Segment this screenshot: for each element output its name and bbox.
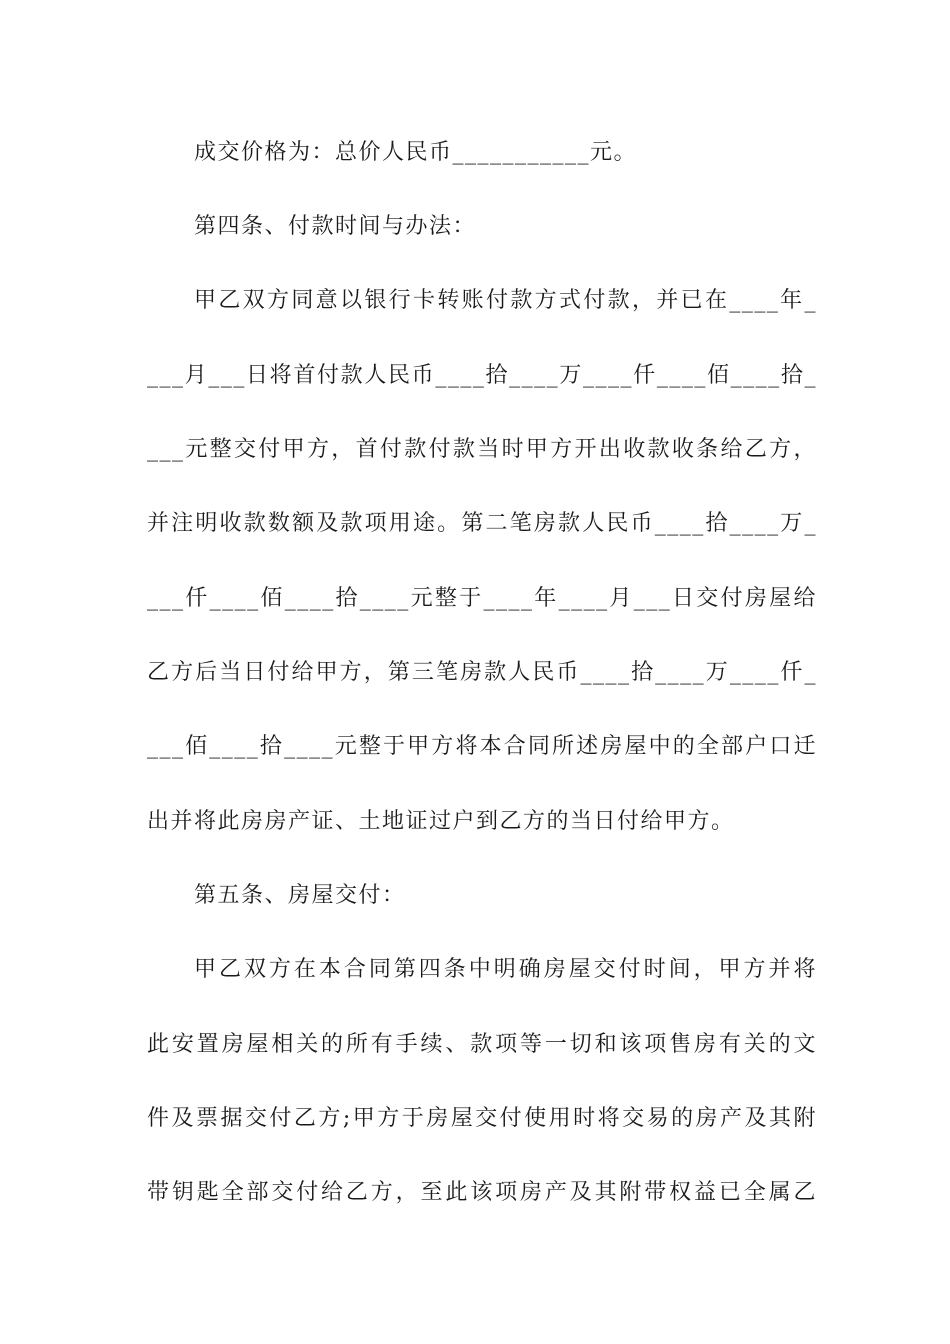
delivery-paragraph-line-3: 件及票据交付乙方;甲方于房屋交付使用时将交易的房产及其附 (147, 1106, 817, 1131)
delivery-paragraph-line-2: 此安置房屋相关的所有手续、款项等一切和该项售房有关的文 (147, 1032, 817, 1057)
delivery-paragraph-line-4: 带钥匙全部交付给乙方，至此该项房产及其附带权益已全属乙 (147, 1180, 817, 1205)
delivery-paragraph-line-1: 甲乙双方在本合同第四条中明确房屋交付时间，甲方并将 (194, 957, 817, 982)
payment-paragraph-line-5: ___仟____佰____拾____元整于____年____月___日交付房屋给 (147, 586, 817, 611)
payment-paragraph-line-6: 乙方后当日付给甲方，第三笔房款人民币____拾____万____仟_ (147, 660, 817, 685)
payment-paragraph-line-2: ___月___日将首付款人民币____拾____万____仟____佰____拾_ (147, 363, 817, 388)
payment-paragraph-line-4: 并注明收款数额及款项用途。第二笔房款人民币____拾____万_ (147, 511, 817, 536)
price-line: 成交价格为：总价人民币___________元。 (194, 140, 638, 165)
payment-paragraph-line-8: 出并将此房房产证、土地证过户到乙方的当日付给甲方。 (147, 809, 735, 834)
article-4-heading: 第四条、付款时间与办法： (194, 214, 477, 239)
payment-paragraph-line-3: ___元整交付甲方，首付款付款当时甲方开出收款收条给乙方， (147, 437, 817, 462)
article-5-heading: 第五条、房屋交付： (194, 883, 406, 908)
payment-paragraph-line-1: 甲乙双方同意以银行卡转账付款方式付款，并已在____年_ (194, 288, 817, 313)
payment-paragraph-line-7: ___佰____拾____元整于甲方将本合同所述房屋中的全部户口迁 (147, 734, 817, 759)
